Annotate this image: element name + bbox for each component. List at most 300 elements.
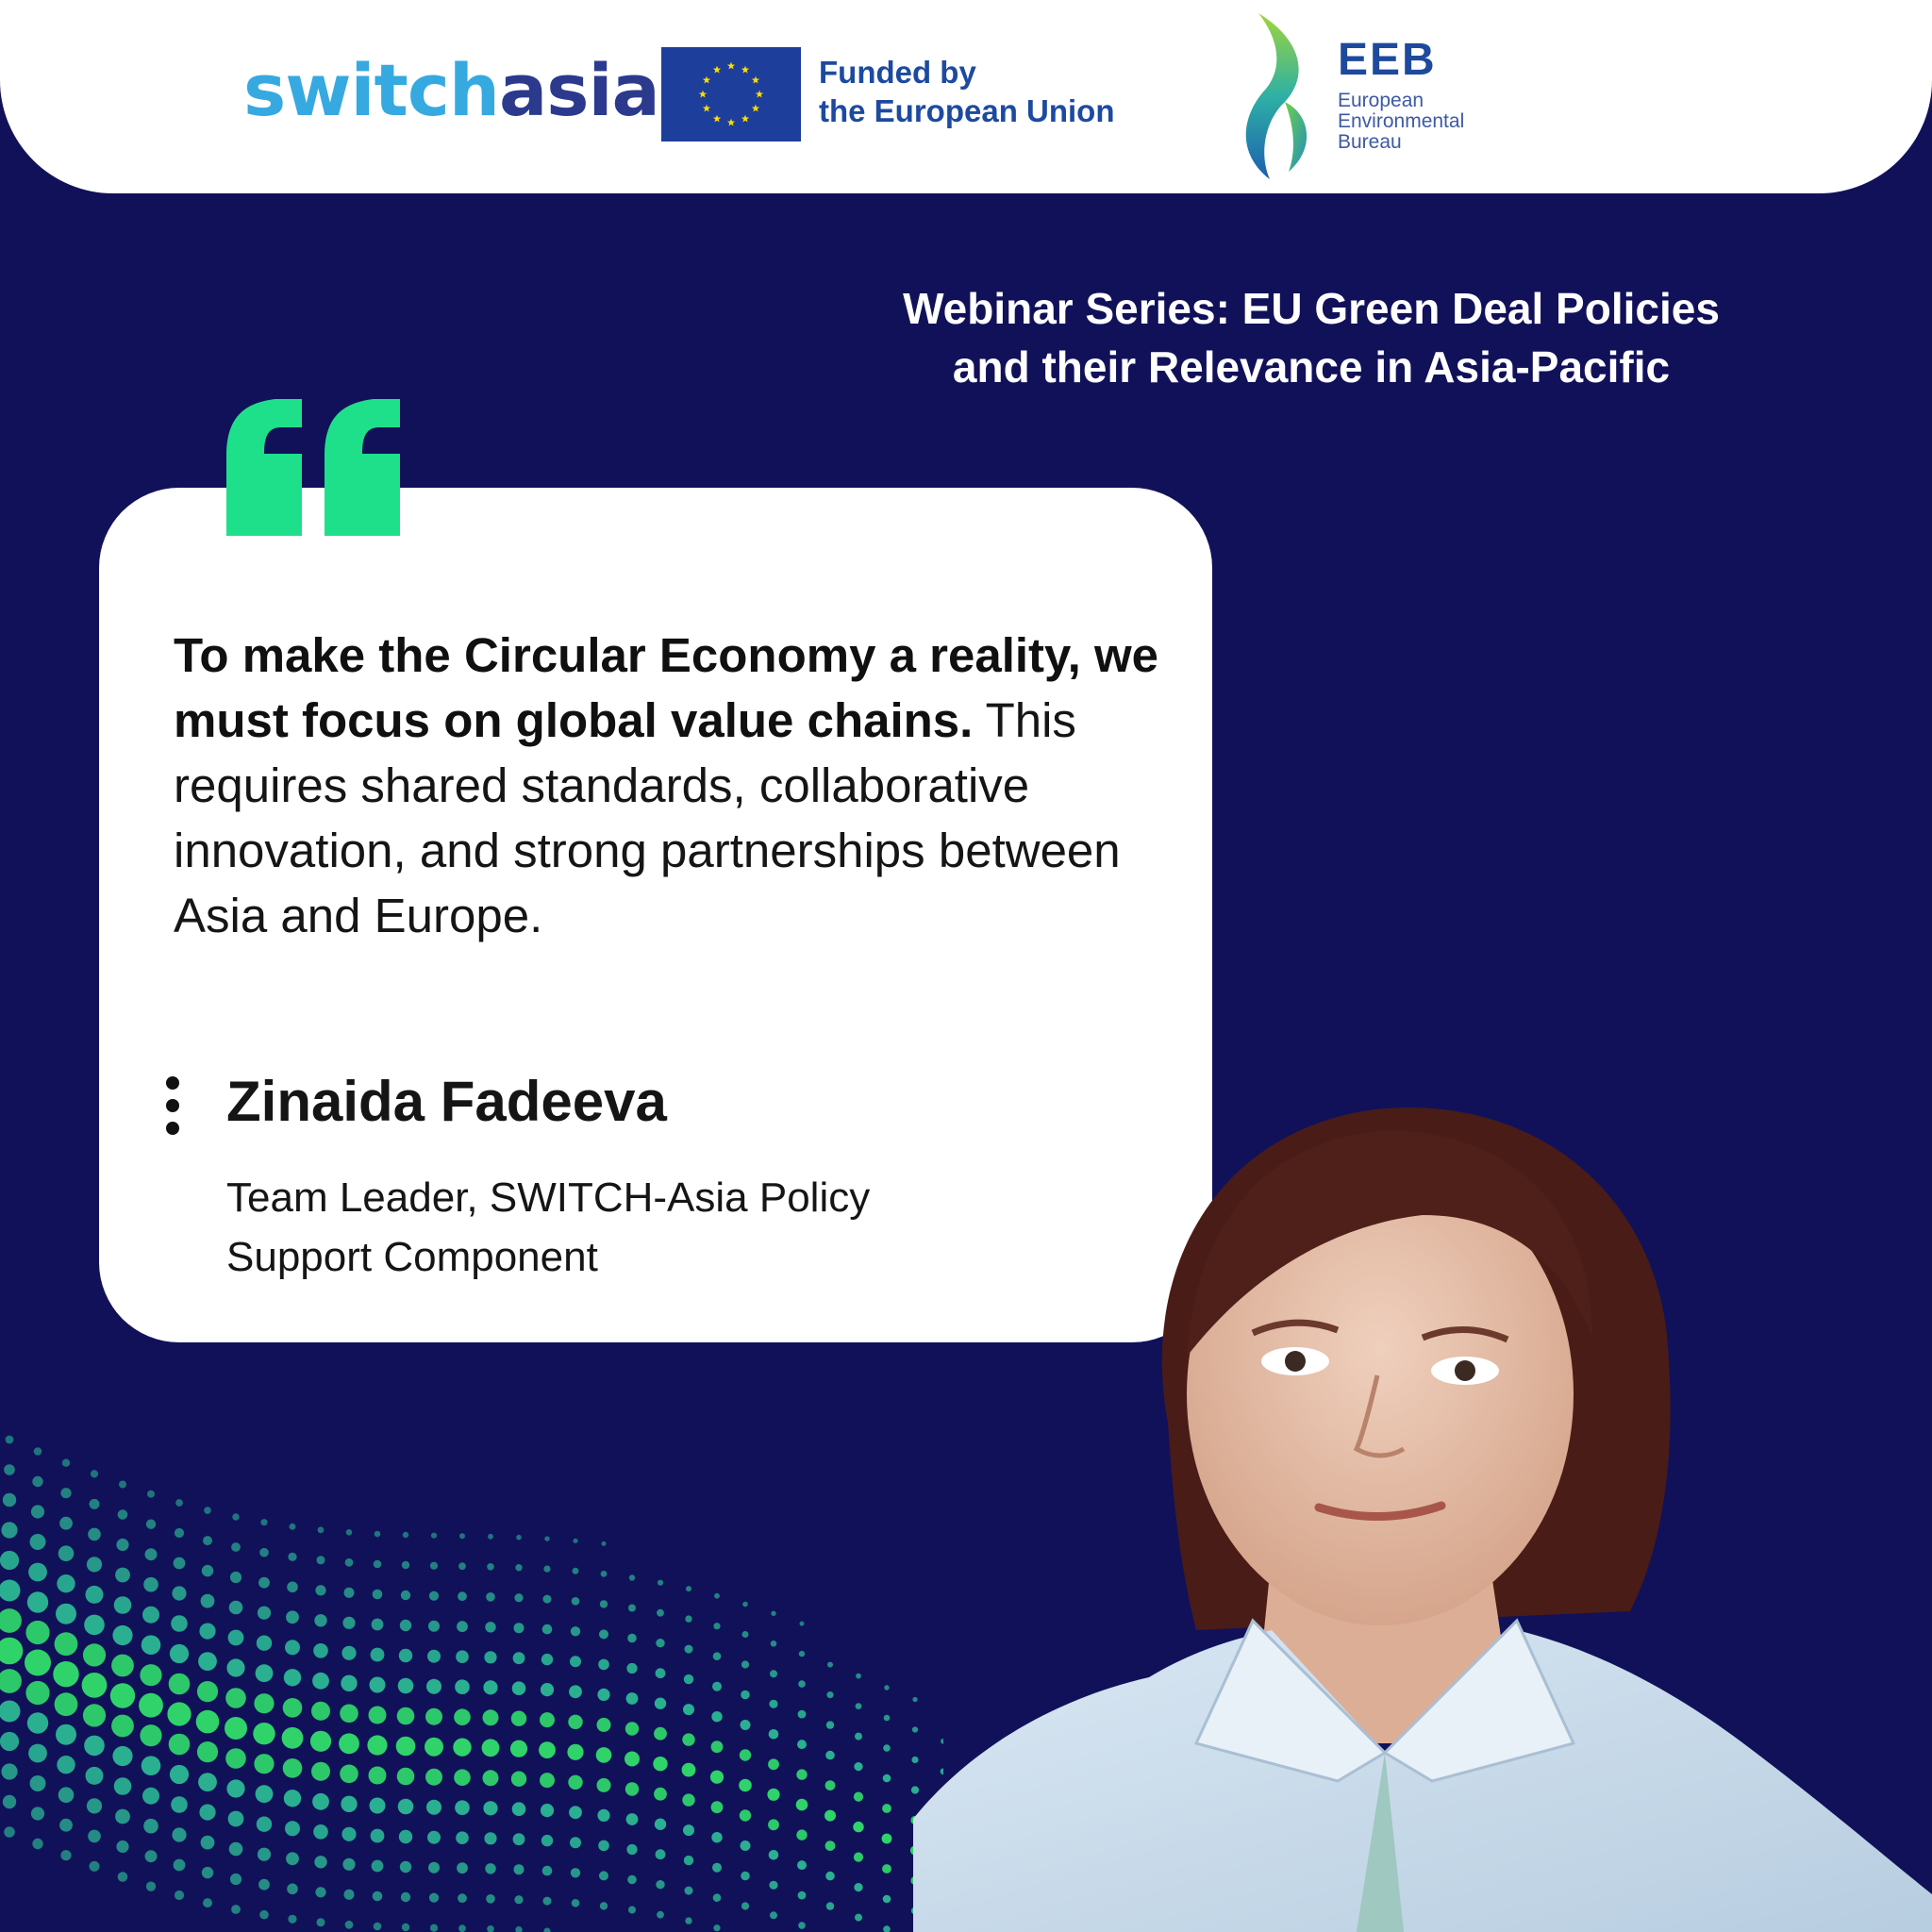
wave-dot [170,1644,189,1663]
wave-dot [112,1746,132,1766]
wave-dot [431,1533,437,1539]
wave-dot [6,1436,14,1444]
wave-dot [27,1591,48,1612]
wave-dot [399,1830,412,1843]
wave-dot [854,1762,862,1771]
wave-dot [118,1872,128,1882]
wave-dot [656,1639,664,1647]
wave-dot [310,1731,331,1752]
wave-dot [683,1824,694,1836]
wave-dot [318,1526,325,1533]
wave-dot [629,1574,635,1580]
wave-dot [884,1685,889,1690]
wave-dot [284,1790,301,1807]
wave-dot [512,1681,526,1695]
wave-dot [856,1674,861,1679]
eu-funded-text [819,53,1115,130]
wave-dot [375,1531,381,1538]
wave-dot [510,1740,527,1757]
wave-dot [628,1907,636,1914]
wave-dot [55,1632,78,1656]
quote-mark-icon [225,399,402,536]
wave-dot [145,1850,158,1862]
wave-dot [539,1741,556,1758]
wave-dot [741,1902,749,1909]
wave-dot [483,1709,499,1725]
wave-dot [514,1623,525,1633]
wave-dot [597,1689,609,1701]
wave-dot [713,1893,722,1902]
wave-dot [572,1597,580,1606]
webinar-title-line2: and their Relevance in Asia-Pacific [952,342,1671,391]
wave-dot [884,1715,891,1722]
wave-dot [342,1858,355,1871]
wave-dot [457,1862,468,1874]
wave-dot [625,1722,639,1735]
wave-dot [284,1669,301,1686]
wave-dot [512,1802,526,1816]
wave-dot [225,1717,247,1740]
wave-dot [25,1681,49,1705]
wave-dot [543,1897,552,1906]
wave-dot [167,1702,191,1725]
wave-dot [570,1656,581,1667]
wave-dot [232,1513,239,1520]
wave-dot [827,1662,833,1668]
wave-dot [110,1683,135,1707]
wave-dot [25,1650,51,1676]
wave-dot [713,1924,720,1931]
wave-dot [174,1859,186,1872]
wave-dot [427,1650,441,1663]
wave-dot [3,1493,16,1507]
wave-dot [741,1840,751,1851]
wave-dot [426,1679,441,1694]
wave-dot [713,1652,722,1660]
wave-dot [428,1621,440,1632]
wave-dot [568,1775,582,1790]
wave-dot [825,1840,836,1851]
wave-dot [398,1678,414,1694]
wave-dot [86,1767,104,1785]
vertical-dots-icon [162,1075,183,1136]
wave-dot [426,1800,441,1815]
wave-dot [90,1499,100,1509]
wave-dot [514,1864,525,1874]
wave-dot [427,1831,441,1844]
wave-dot [573,1539,577,1543]
wave-dot [116,1539,128,1551]
wave-dot [172,1586,186,1600]
wave-dot [599,1871,608,1880]
wave-dot [683,1704,694,1715]
wave-dot [627,1875,637,1885]
wave-dot [543,1595,552,1604]
wave-dot [28,1744,47,1763]
wave-dot [601,1571,608,1577]
wave-dot [402,1561,409,1569]
wave-dot [541,1654,553,1665]
wave-dot [767,1789,779,1801]
wave-dot [458,1591,467,1601]
wave-dot [258,1879,270,1890]
wave-dot [139,1693,163,1718]
wave-dot [425,1738,443,1757]
wave-dot [30,1775,46,1791]
eeb-subtitle-line1: European [1338,90,1424,111]
wave-dot [543,1566,550,1573]
wave-dot [311,1762,330,1781]
wave-dot [143,1819,158,1834]
wave-dot [655,1698,666,1709]
wave-dot [486,1592,495,1602]
wave-dot [145,1548,158,1560]
wave-dot [511,1772,526,1787]
wave-dot [401,1591,410,1600]
wave-dot [600,1902,608,1909]
wave-dot [768,1819,779,1830]
wave-dot [454,1708,471,1725]
wave-dot [203,1536,212,1545]
wave-dot [797,1740,807,1749]
wave-dot [87,1557,102,1572]
wave-dot [369,1767,387,1785]
wave-dot [542,1866,553,1876]
eu-flag-icon [661,47,801,142]
wave-dot [711,1740,724,1753]
wave-dot [374,1560,382,1569]
wave-dot [598,1840,609,1852]
wave-dot [31,1807,44,1820]
wave-dot [317,1556,325,1564]
header-bar [0,0,1932,193]
wave-dot [855,1914,862,1922]
wave-dot [228,1630,244,1646]
wave-dot [541,1835,553,1846]
wave-dot [282,1727,304,1749]
dotted-wave-decoration [0,1340,943,1932]
eeb-subtitle [1338,91,1464,153]
wave-dot [311,1702,330,1721]
wave-dot [344,1588,355,1598]
wave-dot [658,1580,663,1586]
wave-dot [225,1748,246,1769]
wave-dot [341,1675,357,1691]
wave-dot [314,1614,326,1626]
wave-dot [400,1620,411,1631]
wave-dot [115,1809,130,1824]
wave-dot [799,1651,805,1657]
wave-dot [654,1788,667,1801]
wave-dot [568,1715,582,1729]
wave-dot [56,1604,76,1624]
wave-dot [826,1902,834,1909]
wave-dot [598,1659,609,1671]
wave-dot [483,1680,497,1694]
wave-dot [114,1596,132,1614]
wave-dot [32,1839,42,1849]
wave-dot [169,1674,191,1695]
wave-dot [741,1872,750,1881]
wave-dot [30,1534,46,1550]
wave-dot [740,1749,751,1760]
wave-dot [198,1773,217,1791]
wave-dot [487,1563,494,1571]
wave-dot [398,1799,414,1815]
wave-dot [288,1553,296,1561]
wave-dot [484,1651,496,1663]
wave-dot [91,1470,98,1477]
wave-dot [711,1711,722,1722]
wave-dot [453,1739,471,1757]
wave-dot [32,1476,42,1487]
wave-dot [684,1674,693,1684]
wave-dot [0,1701,21,1723]
wave-dot [0,1608,22,1633]
wave-dot [119,1481,126,1489]
wave-dot [402,1924,409,1931]
wave-dot [146,1882,156,1891]
wave-dot [287,1884,298,1895]
wave-dot [682,1793,694,1806]
wave-dot [657,1911,664,1919]
wave-dot [201,1594,215,1608]
wave-dot [597,1809,609,1822]
wave-dot [458,1924,466,1932]
wave-dot [770,1670,777,1677]
wave-dot [84,1615,105,1636]
speaker-photo [913,1026,1932,1932]
wave-dot [853,1822,863,1832]
wave-dot [60,1850,71,1860]
speaker-role-line2: Support Component [226,1234,598,1280]
wave-dot [254,1754,274,1774]
wave-dot [288,1915,296,1924]
wave-dot [345,1921,354,1929]
wave-dot [482,1739,500,1757]
wave-dot [653,1757,667,1771]
wave-dot [88,1830,101,1843]
wave-dot [254,1693,274,1713]
wave-dot [883,1744,891,1752]
wave-dot [485,1622,495,1632]
wave-dot [485,1863,495,1874]
wave-dot [571,1868,580,1877]
switchasia-logo-part1: switch [243,48,499,132]
wave-dot [769,1881,777,1890]
wave-dot [569,1806,582,1819]
wave-dot [572,1899,580,1907]
wave-dot [56,1724,76,1745]
wave-dot [287,1582,298,1593]
wave-dot [256,1785,274,1803]
wave-dot [396,1737,416,1757]
wave-dot [317,1918,325,1926]
wave-dot [540,1712,555,1727]
wave-dot [573,1568,579,1574]
wave-dot [825,1780,836,1790]
wave-dot [798,1891,807,1900]
wave-dot [226,1658,244,1676]
wave-dot [341,1796,357,1812]
wave-dot [800,1622,805,1626]
wave-dot [345,1558,354,1567]
eeb-leaf-icon [1245,11,1323,181]
wave-dot [626,1844,637,1855]
wave-dot [685,1887,693,1895]
wave-dot [229,1601,243,1615]
wave-dot [430,1562,438,1570]
wave-dot [230,1874,242,1885]
wave-dot [259,1910,269,1920]
wave-dot [455,1679,470,1694]
wave-dot [57,1756,75,1774]
webinar-title [830,279,1792,396]
wave-dot [59,1819,73,1832]
wave-dot [742,1602,748,1607]
wave-dot [286,1852,299,1865]
wave-dot [742,1631,749,1638]
wave-dot [197,1741,218,1762]
wave-dot [171,1615,188,1632]
wave-dot [285,1640,300,1655]
wave-dot [286,1610,299,1624]
wave-dot [883,1774,891,1783]
wave-dot [369,1707,387,1724]
wave-dot [1,1522,17,1538]
quote-text [174,623,1174,948]
wave-dot [231,1542,241,1552]
wave-dot [197,1681,218,1702]
wave-dot [713,1623,720,1629]
wave-dot [769,1850,779,1860]
wave-dot [55,1692,78,1716]
wave-dot [373,1590,383,1600]
wave-dot [28,1563,47,1582]
wave-dot [86,1586,104,1604]
wave-dot [111,1715,134,1738]
wave-dot [114,1777,132,1795]
wave-dot [258,1607,271,1620]
wave-dot [513,1833,525,1845]
wave-dot [147,1491,155,1498]
wave-dot [599,1629,608,1639]
wave-dot [458,1893,467,1903]
wave-dot [769,1700,777,1708]
wave-dot [111,1655,134,1677]
wave-dot [196,1710,220,1734]
wave-dot [627,1634,637,1643]
wave-dot [882,1864,891,1874]
wave-dot [202,1565,213,1576]
wave-dot [626,1663,637,1674]
wave-dot [401,1892,410,1902]
wave-dot [0,1551,19,1570]
wave-dot [374,1923,382,1931]
wave-dot [84,1736,105,1757]
switchasia-logo [243,48,659,132]
wave-dot [741,1660,749,1668]
wave-dot [231,1905,241,1914]
wave-dot [142,1756,161,1775]
wave-dot [87,1798,102,1813]
wave-dot [58,1545,75,1561]
wave-dot [171,1796,188,1813]
wave-dot [769,1729,779,1740]
wave-dot [544,1536,549,1541]
wave-dot [403,1532,408,1538]
eeb-subtitle-line2: Environmental [1338,110,1465,132]
wave-dot [456,1650,469,1663]
wave-dot [796,1829,807,1840]
wave-dot [372,1860,384,1873]
wave-dot [342,1617,355,1629]
wave-dot [459,1533,465,1539]
wave-dot [825,1872,835,1881]
wave-dot [228,1811,244,1827]
wave-dot [685,1917,691,1924]
wave-dot [0,1638,23,1665]
wave-dot [739,1779,752,1792]
wave-dot [367,1735,387,1755]
wave-dot [628,1605,636,1612]
wave-dot [371,1648,385,1662]
wave-dot [429,1591,439,1601]
wave-dot [257,1817,272,1832]
wave-dot [455,1800,470,1815]
wave-dot [657,1609,664,1617]
wave-dot [711,1801,724,1813]
wave-dot [199,1805,215,1821]
wave-dot [226,1779,244,1797]
wave-dot [371,1829,385,1843]
wave-dot [285,1821,300,1836]
wave-dot [654,1727,667,1740]
wave-dot [1,1763,17,1779]
wave-dot [27,1712,48,1733]
wave-dot [515,1564,522,1571]
wave-dot [882,1804,891,1813]
wave-dot [57,1574,75,1592]
wave-dot [796,1769,807,1779]
wave-dot [90,1861,100,1872]
wave-dot [486,1894,495,1904]
wave-dot [34,1447,42,1456]
wave-dot [428,1862,440,1874]
wave-dot [682,1763,696,1777]
wave-dot [83,1643,106,1666]
wave-dot [146,1520,156,1529]
wave-dot [770,1911,777,1919]
wave-dot [397,1768,415,1786]
wave-dot [712,1682,722,1691]
wave-dot [656,1668,666,1678]
wave-dot [290,1524,296,1530]
wave-dot [454,1769,471,1786]
wave-dot [682,1733,694,1745]
wave-dot [541,1804,554,1817]
wave-dot [825,1751,835,1760]
wave-dot [0,1580,21,1602]
wave-dot [711,1832,722,1842]
wave-dot [0,1732,19,1751]
wave-dot [169,1734,191,1756]
wave-dot [487,1925,494,1932]
quote-text-bold: To make the Circular Economy a reality, we must focus on global value chains. [174,628,1158,747]
wave-dot [655,1819,666,1830]
wave-dot [313,1643,328,1658]
wave-dot [483,1770,499,1786]
